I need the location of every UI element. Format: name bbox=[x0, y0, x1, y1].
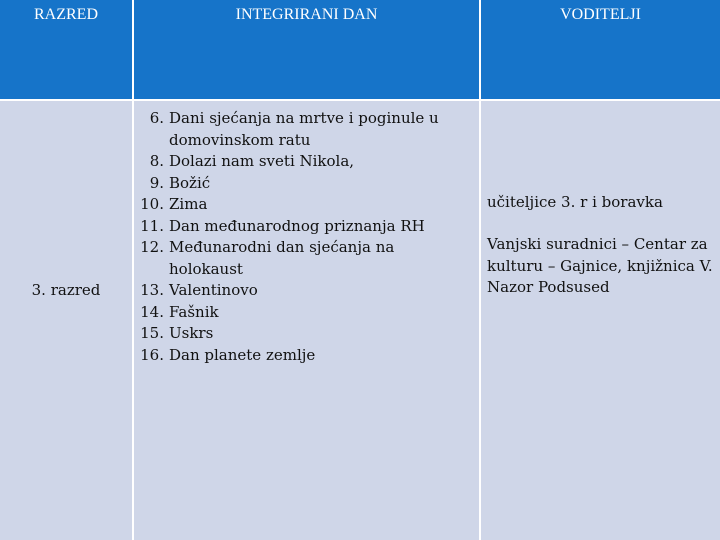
topic-list bbox=[134, 108, 449, 366]
topic-item bbox=[134, 302, 449, 324]
topic-item bbox=[134, 108, 449, 151]
topic-text: Dolazi nam sveti Nikola, bbox=[169, 152, 355, 170]
topic-text: Zima bbox=[169, 195, 208, 213]
topic-number: 8. bbox=[149, 152, 164, 170]
topic-number: 13. bbox=[140, 281, 164, 299]
topic-text: Valentinovo bbox=[169, 281, 258, 299]
topic-item bbox=[134, 237, 449, 280]
leaders-cell bbox=[481, 101, 720, 540]
header-razred: RAZRED bbox=[0, 0, 132, 99]
topic-text: Uskrs bbox=[169, 324, 214, 342]
topic-item bbox=[134, 280, 449, 302]
topics-cell bbox=[134, 101, 479, 540]
grade-label: 3. razred bbox=[31, 281, 101, 299]
topic-item bbox=[134, 151, 449, 173]
topic-text: Međunarodni dan sjećanja na holokaust bbox=[169, 238, 395, 278]
topic-number: 14. bbox=[140, 302, 164, 321]
leader-teachers: učiteljice 3. r i boravka bbox=[487, 193, 663, 211]
topic-text: Dan planete zemlje bbox=[169, 345, 316, 364]
topic-text: Dani sjećanja na mrtve i poginule u domovinskom ratu bbox=[169, 109, 439, 149]
topic-item bbox=[134, 173, 449, 195]
topic-number: 11. bbox=[140, 216, 164, 235]
topic-number: 16. bbox=[140, 345, 164, 364]
topic-item bbox=[134, 216, 449, 238]
topic-item bbox=[134, 194, 449, 216]
leader-external: Vanjski suradnici – Centar za kulturu – Gajnice, knjižnica V. Nazor Podsused bbox=[487, 235, 713, 296]
header-voditelji: VODITELJI bbox=[481, 0, 720, 99]
topic-number: 9. bbox=[149, 173, 164, 192]
topic-item bbox=[134, 323, 449, 345]
topic-item bbox=[134, 345, 449, 367]
grade-cell bbox=[0, 101, 132, 540]
topic-text: Božić bbox=[169, 173, 211, 192]
topic-text: Fašnik bbox=[169, 302, 219, 321]
topic-number: 15. bbox=[140, 324, 164, 342]
topic-number: 10. bbox=[140, 195, 164, 213]
topic-number: 12. bbox=[140, 238, 164, 256]
header-integrirani-dan: INTEGRIRANI DAN bbox=[134, 0, 479, 99]
topic-text: Dan međunarodnog priznanja RH bbox=[169, 216, 425, 235]
topic-number: 6. bbox=[149, 109, 164, 127]
